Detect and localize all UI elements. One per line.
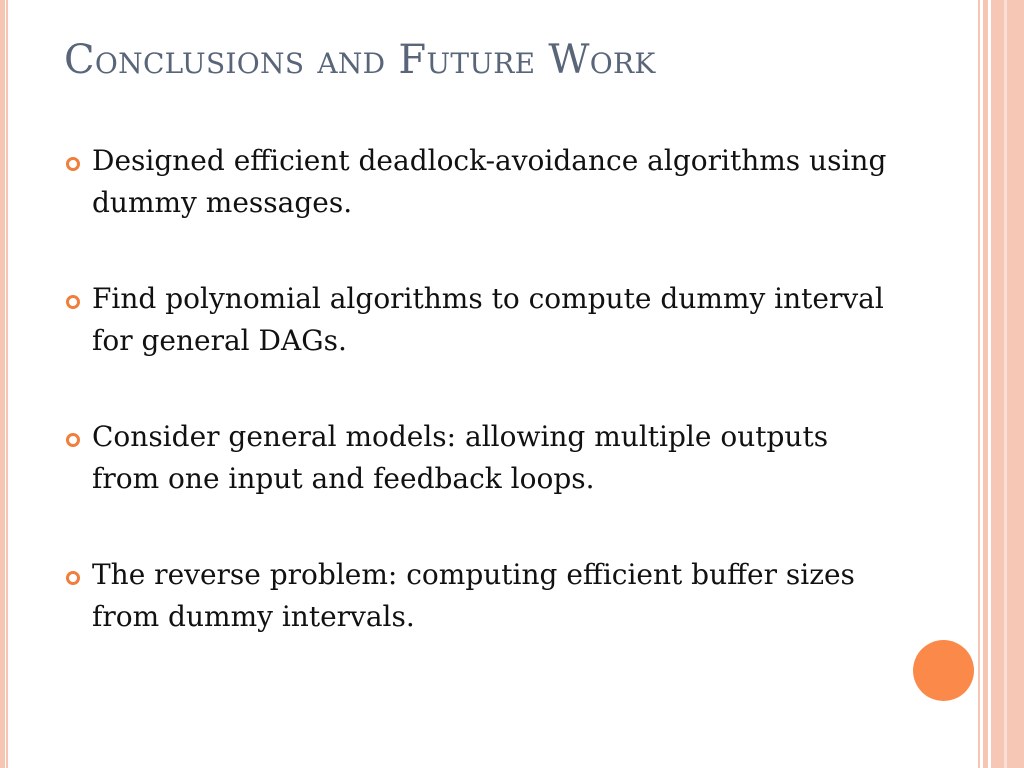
right-stripe-wide bbox=[991, 0, 1024, 768]
bullet-item bbox=[64, 554, 894, 638]
bullet-text: Find polynomial algorithms to compute dummy interval for general DAGs. bbox=[92, 282, 884, 357]
right-stripe-highlight bbox=[1004, 0, 1007, 768]
left-stripe bbox=[0, 0, 5, 768]
ring-bullet-icon bbox=[66, 433, 80, 447]
bullet-item bbox=[64, 416, 894, 500]
bullet-text: Designed efficient deadlock-avoidance algorithms using dummy messages. bbox=[92, 144, 887, 219]
bullet-text: Consider general models: allowing multiple outputs from one input and feedback loops. bbox=[92, 420, 829, 495]
decorative-circle-icon bbox=[913, 640, 974, 701]
bullet-item bbox=[64, 140, 894, 224]
bullet-list bbox=[64, 140, 894, 692]
right-stripe-thin bbox=[978, 0, 980, 768]
bullet-item bbox=[64, 278, 894, 362]
right-stripe bbox=[983, 0, 988, 768]
slide-title: Conclusions and Future Work bbox=[64, 37, 656, 83]
left-stripe-thin bbox=[6, 0, 8, 768]
bullet-text: The reverse problem: computing efficient buffer sizes from dummy intervals. bbox=[92, 558, 855, 633]
ring-bullet-icon bbox=[66, 295, 80, 309]
ring-bullet-icon bbox=[66, 157, 80, 171]
ring-bullet-icon bbox=[66, 571, 80, 585]
